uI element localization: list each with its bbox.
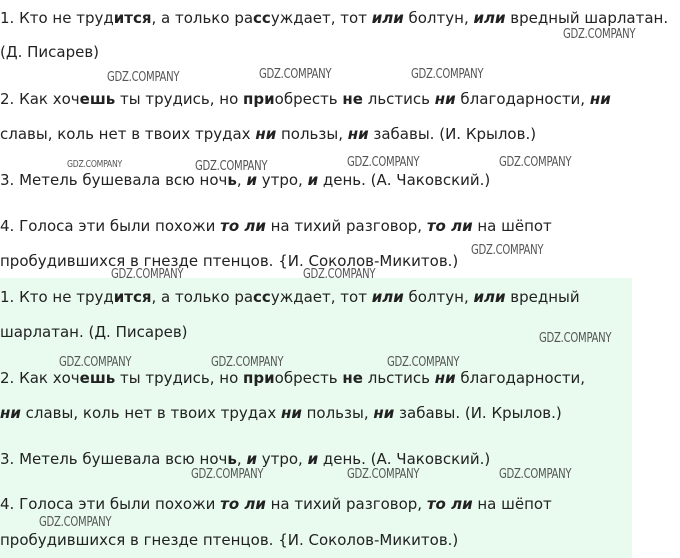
- copy-sentence-2-line-1: 2. Как хочешь ты трудись, но приобресть не льстись ни благодарности,: [0, 369, 586, 387]
- copy-sentence-3: 3. Метель бушевала всю ночь, и утро, и день. (А. Чаковский.): [0, 450, 491, 468]
- sentence-1-line-1: 1. Кто не трудится, а только рассуждает, тот или болтун, или вредный шарлатан.: [0, 9, 669, 27]
- watermark: GDZ.COMPANY: [107, 70, 180, 85]
- watermark: GDZ.COMPANY: [387, 355, 460, 370]
- watermark: GDZ.COMPANY: [499, 467, 572, 482]
- sentence-4-line-2: пробудившихся в гнезде птенцов. {И. Соколов-Микитов.): [0, 252, 459, 270]
- watermark: GDZ.COMPANY: [191, 467, 264, 482]
- sentence-2-line-2: славы, коль нет в твоих трудах ни пользы, ни забавы. (И. Крылов.): [0, 125, 537, 143]
- sentence-4-line-1: 4. Голоса эти были похожи то ли на тихий разговор, то ли на шёпот: [0, 217, 552, 235]
- watermark: GDZ.COMPANY: [471, 243, 544, 258]
- watermark: GDZ.COMPANY: [111, 267, 184, 282]
- sentence-2-line-1: 2. Как хочешь ты трудись, но приобресть не льстись ни благодарности, ни: [0, 90, 611, 108]
- watermark: GDZ.COMPANY: [347, 155, 420, 170]
- copy-sentence-4-line-2: пробудившихся в гнезде птенцов. {И. Соколов-Микитов.): [0, 531, 459, 549]
- watermark: GDZ.COMPANY: [347, 467, 420, 482]
- sentence-3: 3. Метель бушевала всю ночь, и утро, и день. (А. Чаковский.): [0, 171, 491, 189]
- watermark: GDZ.COMPANY: [211, 355, 284, 370]
- watermark: GDZ.COMPANY: [563, 27, 636, 42]
- copy-sentence-1-line-2: шарлатан. (Д. Писарев): [0, 323, 188, 341]
- watermark: GDZ.COMPANY: [411, 67, 484, 82]
- watermark: GDZ.COMPANY: [39, 515, 112, 530]
- copy-sentence-1-line-1: 1. Кто не трудится, а только рассуждает, тот или болтун, или вредный: [0, 288, 580, 306]
- copy-sentence-2-line-2: ни славы, коль нет в твоих трудах ни пользы, ни забавы. (И. Крылов.): [0, 404, 562, 422]
- watermark: GDZ.COMPANY: [67, 159, 122, 170]
- watermark: GDZ.COMPANY: [259, 67, 332, 82]
- watermark: GDZ.COMPANY: [303, 267, 376, 282]
- watermark: GDZ.COMPANY: [539, 331, 612, 346]
- copy-sentence-4-line-1: 4. Голоса эти были похожи то ли на тихий разговор, то ли на шёпот: [0, 495, 552, 513]
- watermark: GDZ.COMPANY: [59, 355, 132, 370]
- watermark: GDZ.COMPANY: [195, 159, 268, 174]
- sentence-1-line-2: (Д. Писарев): [0, 43, 100, 61]
- watermark: GDZ.COMPANY: [499, 155, 572, 170]
